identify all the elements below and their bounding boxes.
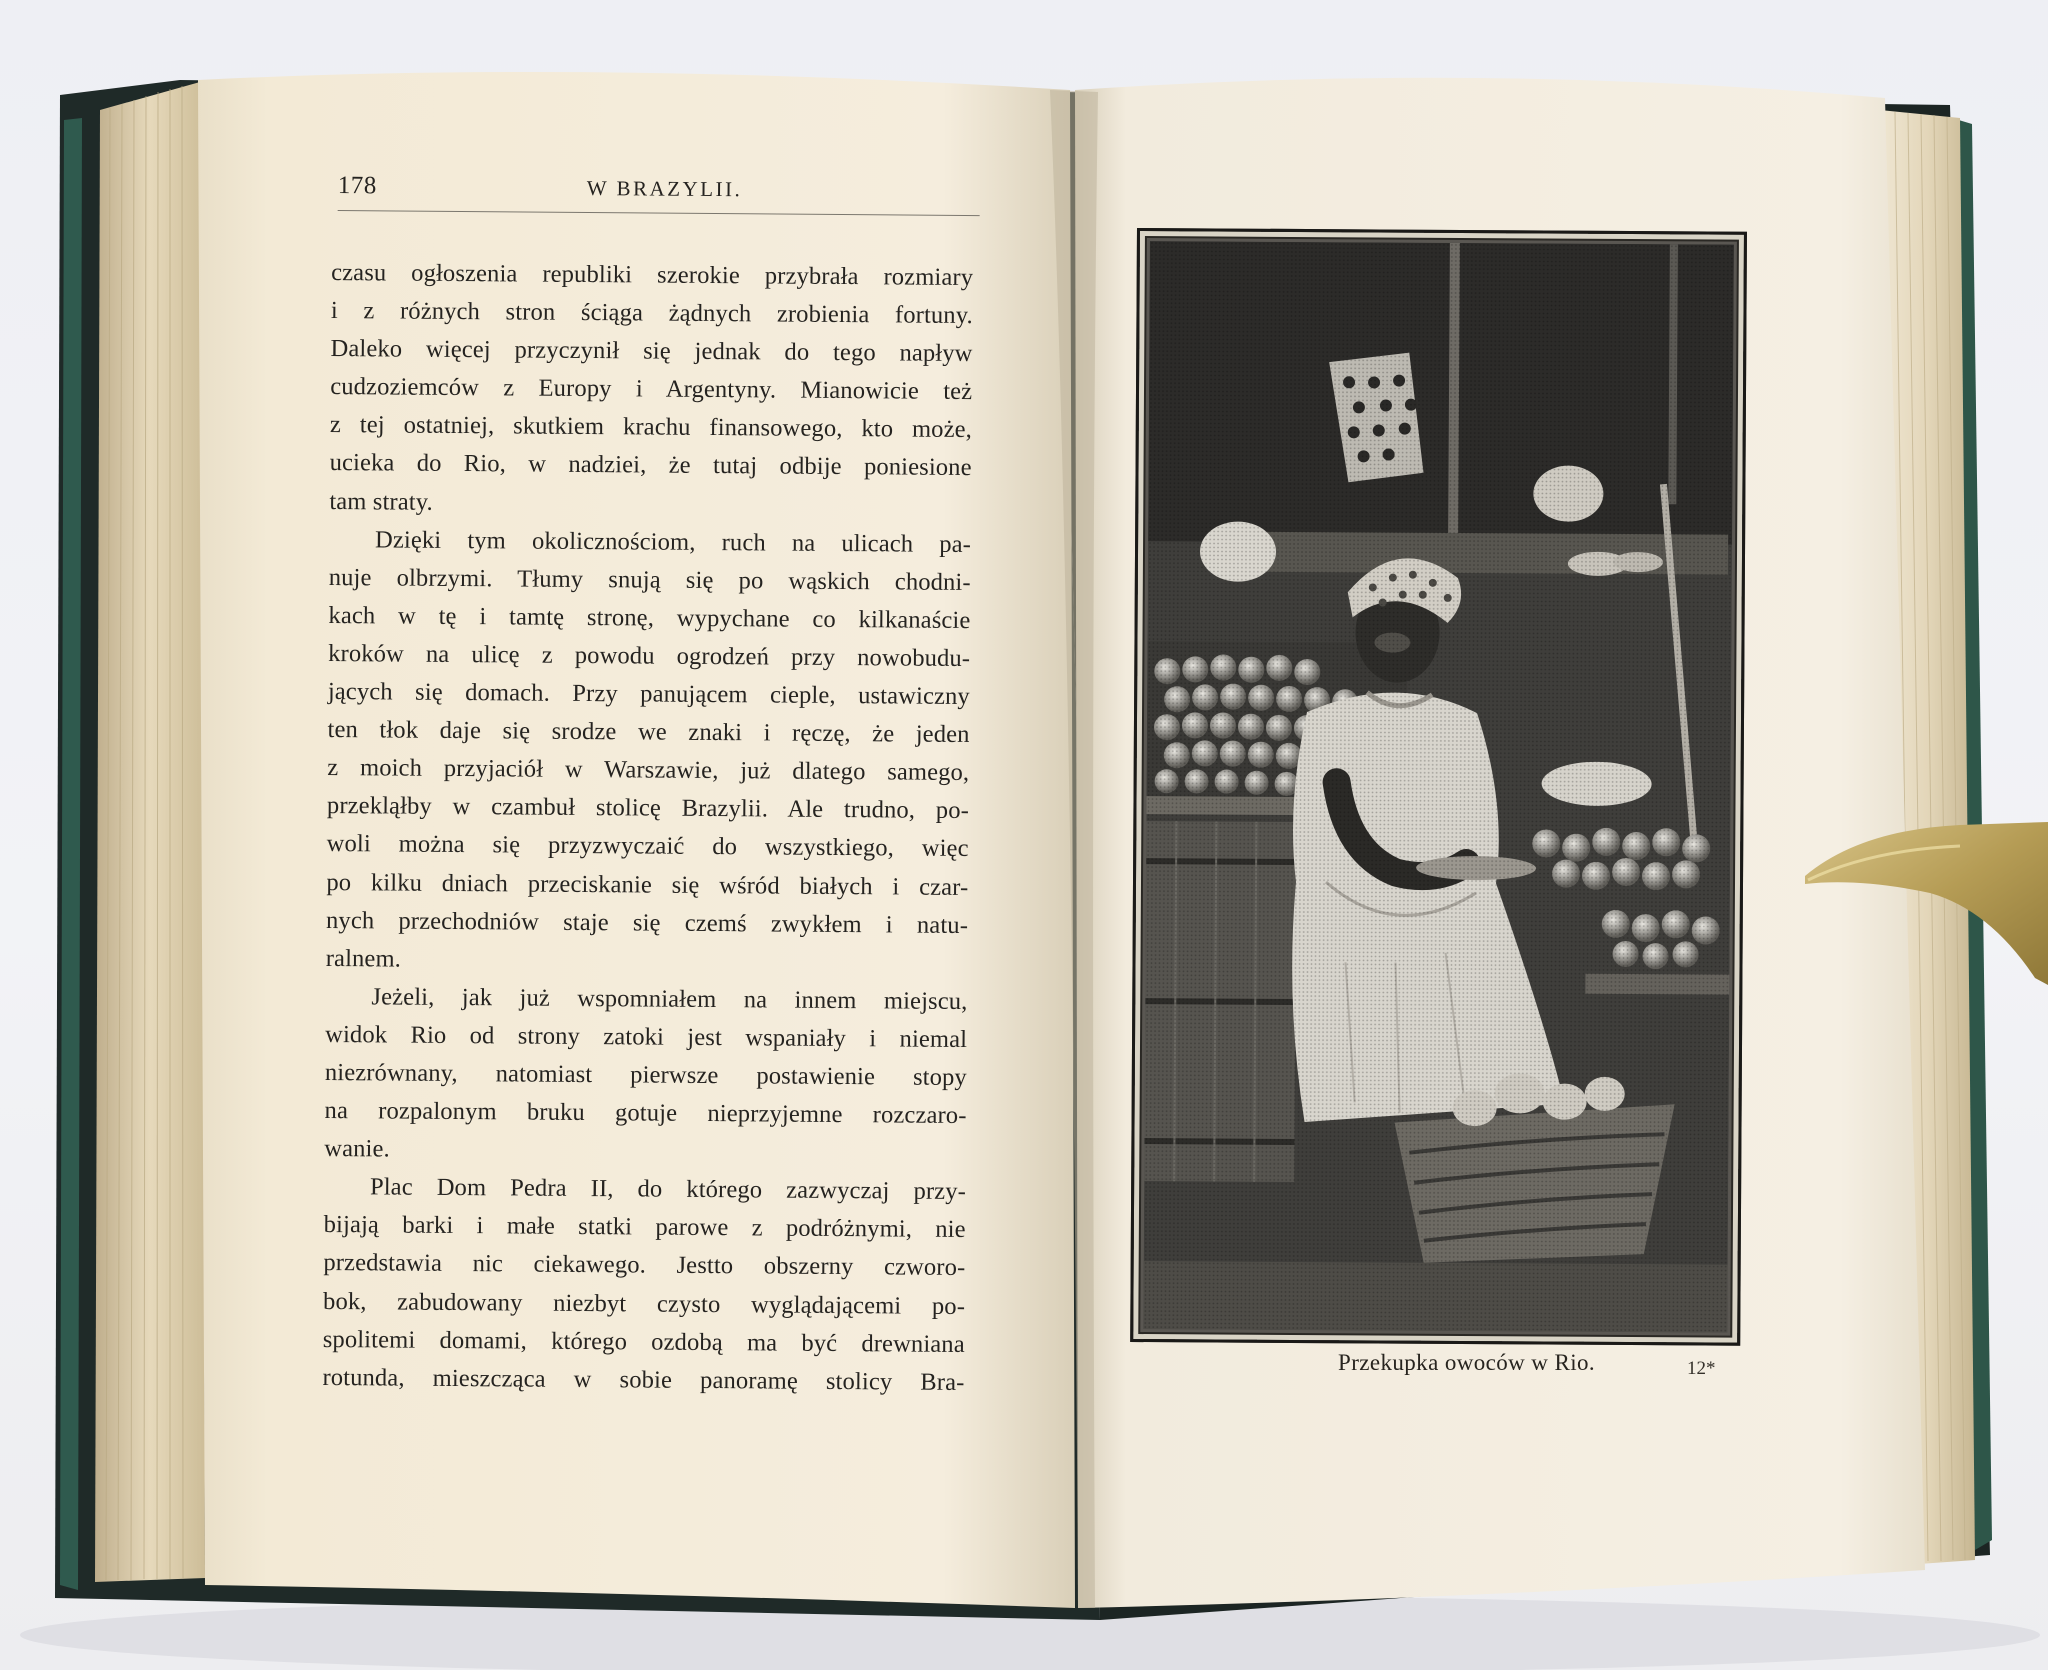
plate-caption: Przekupka owoców w Rio. <box>1338 1350 1596 1375</box>
body-text <box>322 254 991 1402</box>
text-line: tam straty. <box>329 487 433 516</box>
text-line: z tej ostatniej, skutkiem krachu finansowego, kto może, <box>329 411 973 444</box>
text-line: ralnem. <box>325 944 402 973</box>
text-line: spolitemi domami, którego ozdobą ma być drewniana <box>322 1325 965 1358</box>
text-line: bijają barki i małe statki parowe z podróżnymi, nie <box>323 1211 966 1244</box>
page-number: 178 <box>337 172 377 200</box>
text-line: Jeżeli, jak już wspomniałem na innem miejscu, <box>371 983 968 1015</box>
text-line: po kilku dniach przeciskanie się wśród białych i czar- <box>326 868 969 901</box>
text-line: czasu ogłoszenia republiki szerokie przybrała rozmiary <box>331 258 974 292</box>
text-line: ucieka do Rio, w nadziei, że tutaj odbije poniesione <box>329 449 972 482</box>
text-line: przekląłby w czambuł stolicę Brazylii. Ale trudno, po- <box>326 792 970 825</box>
text-line: ten tłok daje się srodze we znaki i ręczę, że jeden <box>327 716 970 749</box>
running-head <box>332 168 992 213</box>
text-line: Dzięki tym okolicznościom, ruch na ulicach pa- <box>374 526 972 558</box>
text-line: na rozpalonym bruku gotuje nieprzyjemne rozczaro- <box>324 1097 967 1130</box>
text-line: Daleko więcej przyczynił się jednak do tego napływ <box>330 335 973 368</box>
text-line: bok, zabudowany niezbyt czysto wyglądającemi po- <box>322 1287 966 1320</box>
text-line: Plac Dom Pedra II, do którego zazwyczaj przy- <box>369 1173 967 1206</box>
left-page-text <box>322 168 992 1402</box>
text-line: widok Rio od strony zatoki jest wspaniały i niemal <box>325 1020 968 1053</box>
text-line: kroków na ulicę z powodu ogrodzeń przy nowobudu- <box>328 639 971 672</box>
fruit-vendor-photo <box>1143 241 1734 1333</box>
text-line: nuje olbrzymi. Tłumy snują się po wąskich chodni- <box>328 563 971 596</box>
text-line: rotunda, mieszcząca w sobie panoramę stolicy Bra- <box>322 1363 965 1396</box>
text-line: przedstawia nic ciekawego. Jestto obszerny czworo- <box>323 1249 966 1282</box>
plate-illustration <box>1130 228 1747 1346</box>
text-line: niezrównany, natomiast pierwsze postawienie stopy <box>324 1058 967 1091</box>
text-line: jących się domach. Przy panującem cieple, ustawiczny <box>327 678 970 711</box>
text-line: i z różnych stron ściąga żądnych zrobienia fortuny. <box>330 297 973 330</box>
text-line: cudzoziemców z Europy i Argentyny. Mianowicie też <box>330 373 973 406</box>
text-line: z moich przyjaciół w Warszawie, już dlatego samego, <box>327 754 970 787</box>
text-line: kach w tę i tamtę stronę, wypychane co kilkanaście <box>328 601 971 634</box>
text-line: nych przechodniów staje się czemś zwykłem i natu- <box>325 906 969 939</box>
text-line: wanie. <box>324 1135 390 1163</box>
signature-mark: 12* <box>1687 1358 1716 1379</box>
running-title: W BRAZYLII. <box>586 176 743 202</box>
text-line: woli można się przyzwyczaić do wszystkiego, więc <box>326 830 969 863</box>
header-rule <box>338 210 980 216</box>
